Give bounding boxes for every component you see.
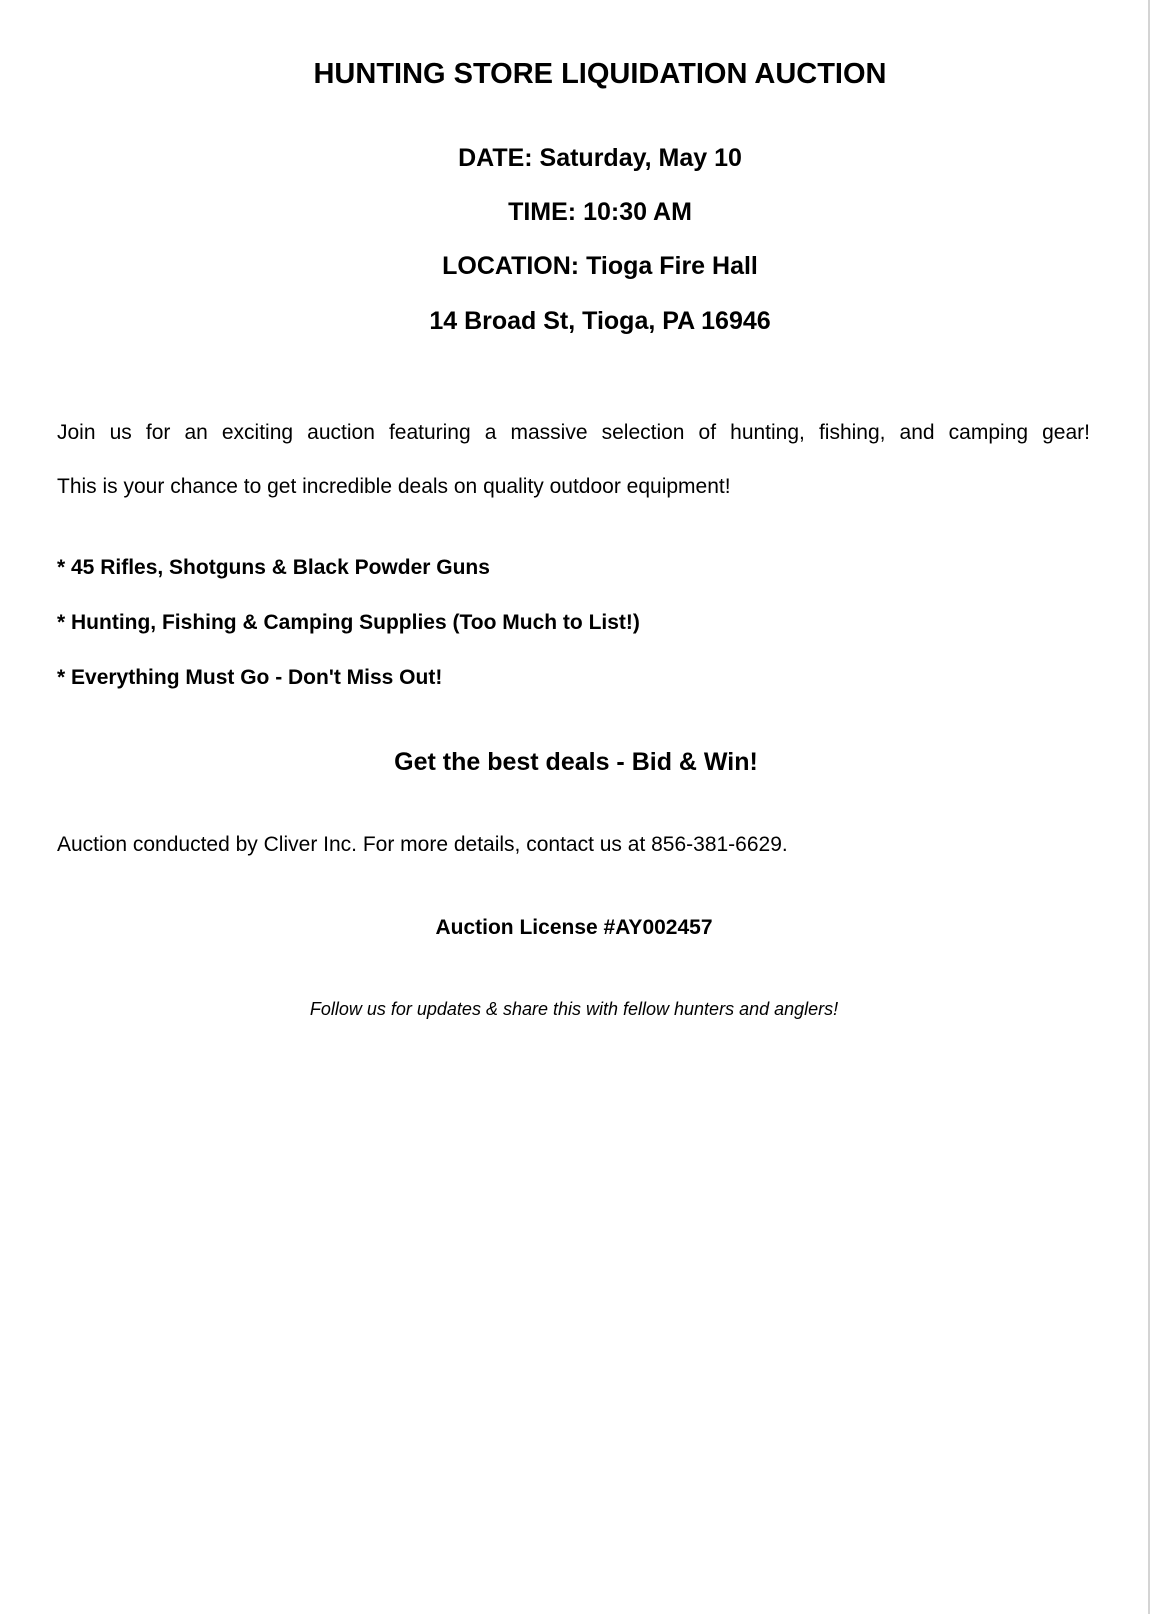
flyer-title: HUNTING STORE LIQUIDATION AUCTION	[313, 58, 887, 90]
intro-line-2: This is your chance to get incredible deals on quality outdoor equipment!	[57, 475, 731, 498]
footer-note: Follow us for updates & share this with fellow hunters and anglers!	[309, 999, 839, 1019]
highlight-item: * Hunting, Fishing & Camping Supplies (Too Much to List!)	[57, 611, 640, 634]
highlight-item: * 45 Rifles, Shotguns & Black Powder Guns	[57, 556, 490, 579]
event-address: 14 Broad St, Tioga, PA 16946	[429, 307, 771, 335]
auction-license: Auction License #AY002457	[435, 916, 713, 939]
event-date: DATE: Saturday, May 10	[458, 144, 742, 172]
intro-line-1: Join us for an exciting auction featuring a massive selection of hunting, fishing, and camping gear!	[57, 421, 1090, 444]
highlight-item: * Everything Must Go - Don't Miss Out!	[57, 666, 443, 689]
call-to-action: Get the best deals - Bid & Win!	[394, 748, 758, 776]
event-location: LOCATION: Tioga Fire Hall	[442, 252, 758, 280]
event-time: TIME: 10:30 AM	[508, 198, 692, 226]
contact-info: Auction conducted by Cliver Inc. For more details, contact us at 856-381-6629.	[57, 833, 788, 856]
